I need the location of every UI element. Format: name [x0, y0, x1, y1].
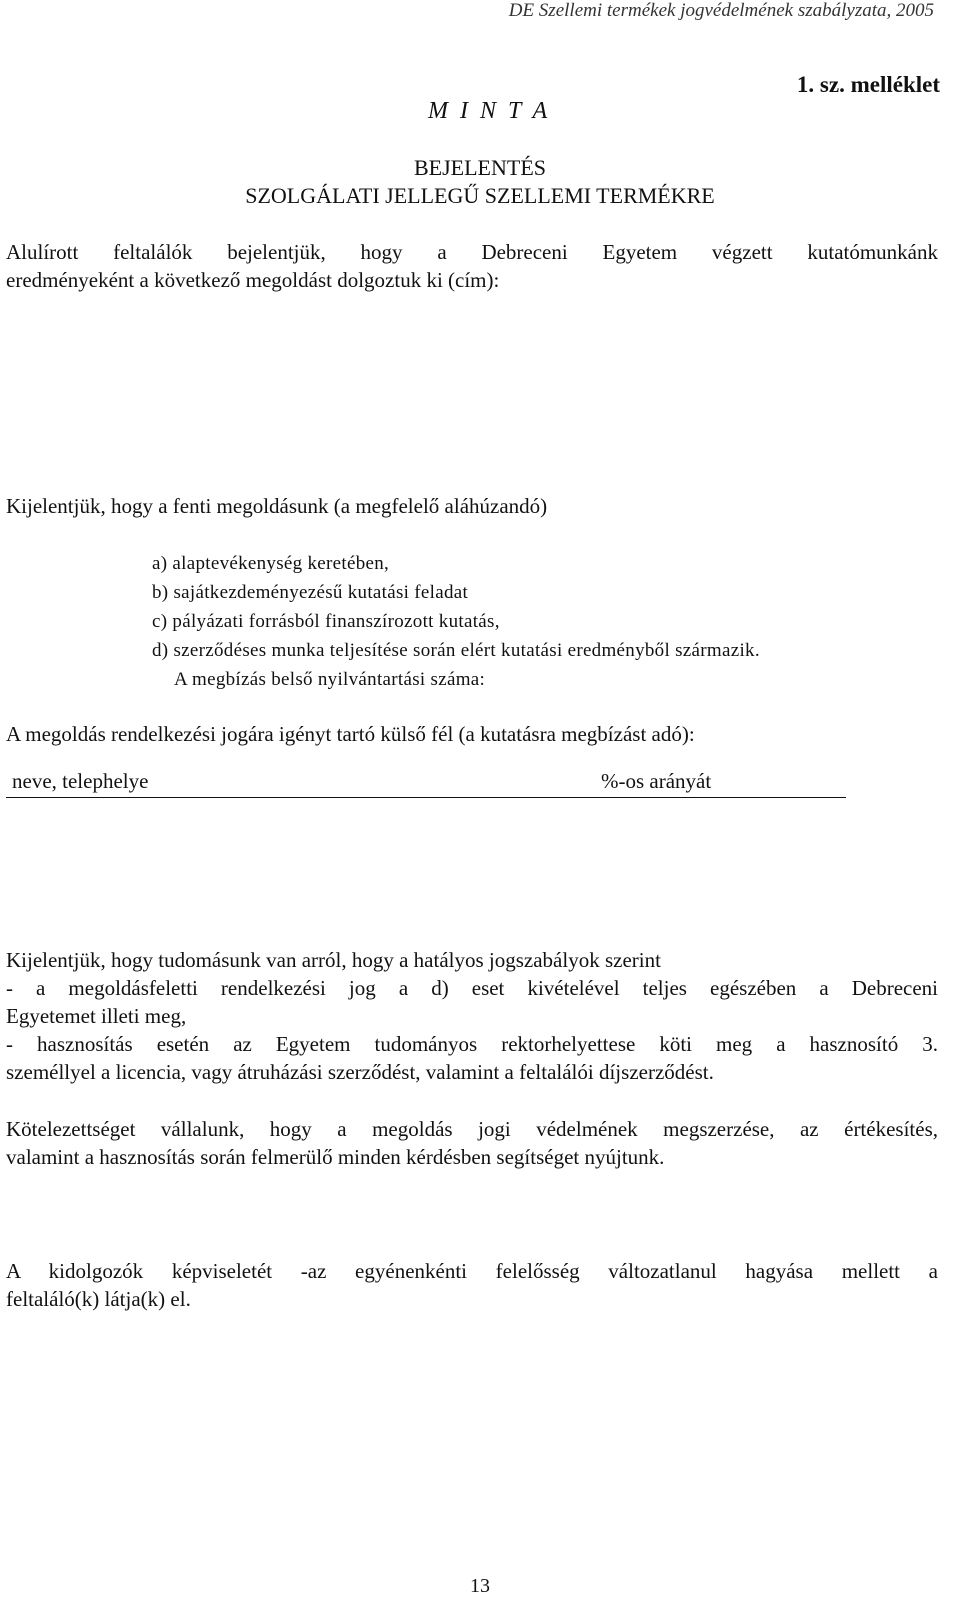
- commitment-line1: Kötelezettséget vállalunk, hogy a megoldás jogi védelmének megszerzése, az értékesítés,: [6, 1117, 938, 1141]
- external-party-fields: [6, 769, 846, 798]
- option-a: a) alaptevékenység keretében,: [152, 553, 390, 574]
- declaration-heading: Kijelentjük, hogy a fenti megoldásunk (a megfelelő aláhúzandó): [6, 494, 548, 518]
- awareness-line4: - hasznosítás esetén az Egyetem tudományos rektorhelyettese köti meg a hasznosító 3.: [6, 1032, 938, 1056]
- awareness-line3: Egyetemet illeti meg,: [6, 1004, 187, 1028]
- representation-paragraph: [6, 1257, 938, 1313]
- document-title-line2: SZOLGÁLATI JELLEGŰ SZELLEMI TERMÉKRE: [245, 183, 715, 208]
- awareness-line1: Kijelentjük, hogy tudomásunk van arról, hogy a hatályos jogszabályok szerint: [6, 948, 661, 972]
- commitment-paragraph: [6, 1115, 938, 1171]
- annex-label: 1. sz. melléklet: [796, 72, 940, 97]
- intro-paragraph: [6, 238, 938, 294]
- representation-line2: feltaláló(k) látja(k) el.: [6, 1287, 191, 1311]
- awareness-paragraph: [6, 946, 938, 1086]
- option-d: d) szerződéses munka teljesítése során elért kutatási eredményből származik.: [152, 640, 760, 661]
- awareness-line2: - a megoldásfeletti rendelkezési jog a d) eset kivételével teljes egészében a Debreceni: [6, 976, 938, 1000]
- awareness-line5: személlyel a licencia, vagy átruházási szerződést, valamint a feltalálói díjszerződést.: [6, 1060, 714, 1084]
- sample-label: M I N T A: [428, 98, 551, 124]
- option-b: b) sajátkezdeményezésű kutatási feladat: [152, 582, 469, 603]
- external-party-text: A megoldás rendelkezési jogára igényt tartó külső fél (a kutatásra megbízást adó):: [6, 722, 695, 746]
- declaration-options-list: [152, 549, 760, 694]
- registry-number-label: A megbízás belső nyilvántartási száma:: [174, 669, 486, 690]
- name-location-label: neve, telephelye: [12, 769, 149, 793]
- representation-line1: A kidolgozók képviseletét -az egyénenkénti felelősség változatlanul hagyása mellett a: [6, 1259, 938, 1283]
- intro-line1: Alulírott feltalálók bejelentjük, hogy a Debreceni Egyetem végzett kutatómunkánk: [6, 240, 938, 264]
- intro-line2: eredményeként a következő megoldást dolgoztuk ki (cím):: [6, 268, 500, 292]
- commitment-line2: valamint a hasznosítás során felmerülő minden kérdésben segítséget nyújtunk.: [6, 1145, 665, 1169]
- running-header: DE Szellemi termékek jogvédelmének szabályzata, 2005: [508, 0, 934, 21]
- option-c: c) pályázati forrásból finanszírozott kutatás,: [152, 611, 500, 632]
- document-title-line1: BEJELENTÉS: [414, 155, 546, 180]
- page-number: 13: [470, 1575, 490, 1597]
- ratio-label: %-os arányát: [601, 769, 712, 793]
